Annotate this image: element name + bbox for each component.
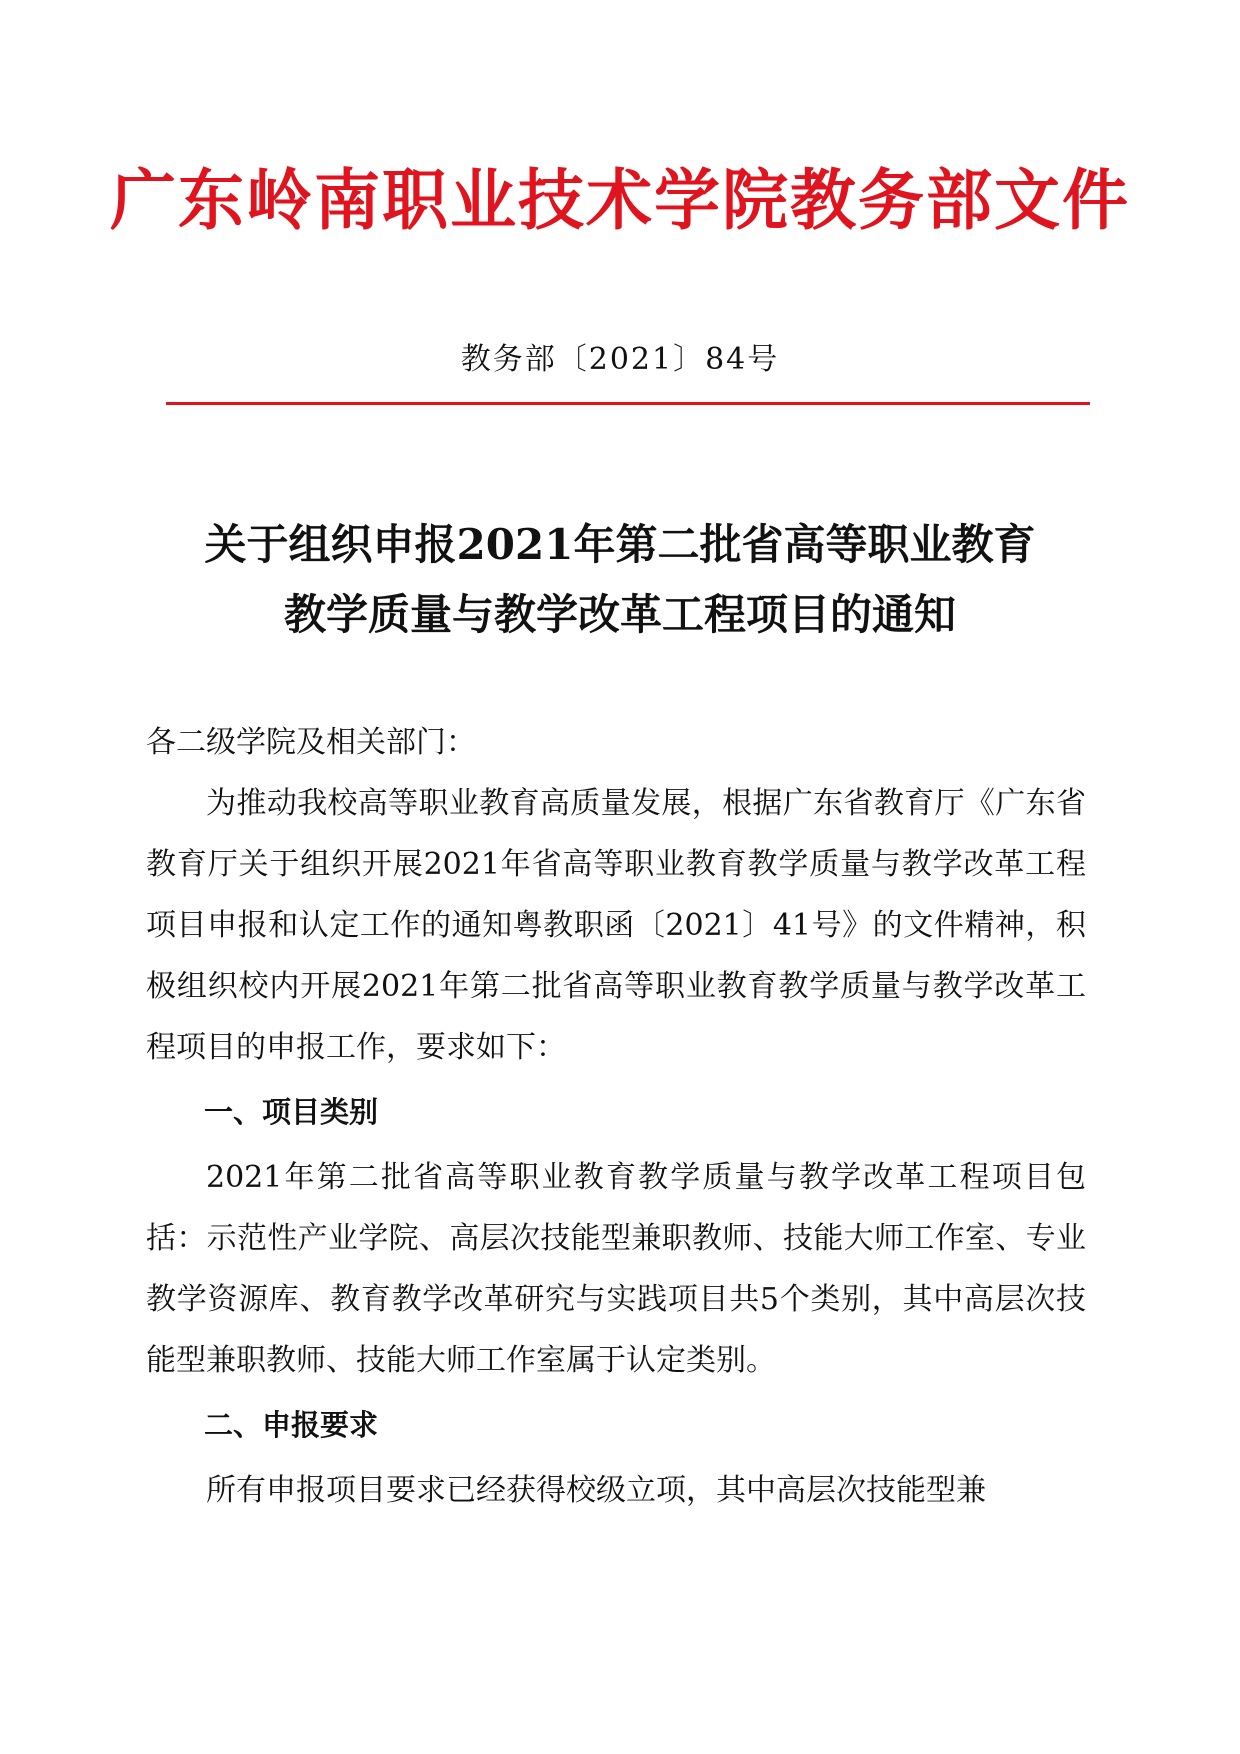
salutation: 各二级学院及相关部门：	[146, 725, 476, 760]
notice-title-line-1: 关于组织申报2021年第二批省高等职业教育	[204, 520, 1036, 569]
document-number: 教务部〔2021〕84号	[460, 342, 780, 377]
section-paragraph-project-categories: 2021年第二批省高等职业教育教学质量与教学改革工程项目包括：示范性产业学院、高层次技能型兼职教师、技能大师工作室、专业教学资源库、教育教学改革研究与实践项目共5个类别，其中高层次技能型兼职教师、技能大师工作室属于认定类别。	[146, 1160, 1086, 1378]
notice-body	[146, 712, 1086, 1521]
notice-title	[0, 510, 1240, 650]
section-heading-project-categories: 一、项目类别	[204, 1095, 379, 1129]
section-paragraph-application-requirements: 所有申报项目要求已经获得校级立项，其中高层次技能型兼	[206, 1473, 986, 1508]
intro-paragraph: 为推动我校高等职业教育高质量发展，根据广东省教育厅《广东省教育厅关于组织开展2021年省高等职业教育教学质量与教学改革工程项目申报和认定工作的通知粤教职函〔2021〕41号》的文件精神，积极组织校内开展2021年第二批省高等职业教育教学质量与教学改革工程项目的申报工作，要求如下：	[146, 786, 1086, 1065]
masthead-title: 广东岭南职业技术学院教务部文件	[110, 161, 1130, 239]
notice-title-line-2: 教学质量与教学改革工程项目的通知	[283, 590, 956, 639]
section-heading-application-requirements: 二、申报要求	[204, 1408, 379, 1442]
red-divider-line	[166, 402, 1090, 405]
